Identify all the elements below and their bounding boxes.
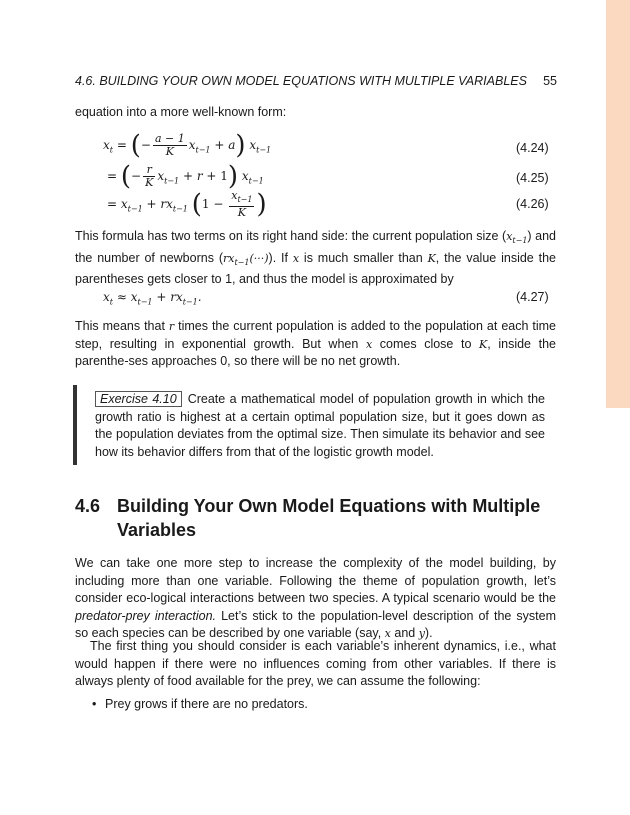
equation-number: (4.25)	[516, 171, 549, 185]
section-title: Building Your Own Model Equations with Multiple Variables	[117, 496, 541, 540]
paragraph-2: This means that r times the current population is added to the population at each time step, resulting in exponential growth. But when x comes close to K, inside the parenthe-ses approaches 0, so there will be no net growth.	[75, 319, 557, 368]
page-number: 55	[543, 74, 557, 88]
equation-4-24: $x_t$ = (− $\frac{a - 1}{K}$ $x_{t-1} + a$) $x_{t-1}$	[103, 130, 272, 161]
equation-4-25: = (− $\frac{r}{K}$ $x_{t-1} + r + 1$) $x_{t-1}$	[107, 161, 264, 192]
side-tab-decoration	[606, 0, 630, 408]
paragraph-3: We can take one more step to increase the complexity of the model building, by including more than one variable. Following the theme of population growth, let’s consider eco-logical interactions between two species. A typical scenario would be the predator-prey interaction. Let’s stick to the population-level description of the system so each species can be described by one variable (say, x and y).	[75, 556, 556, 640]
exercise-text: Create a mathematical model of population growth in which the growth ratio is highest at a certain optimal population size, but it goes down as the population deviates from the optimal size. Then simulate its behavior and see how its behavior differs from that of the logistic growth model.	[95, 392, 545, 459]
equation-number: (4.24)	[516, 141, 549, 155]
intro-text: equation into a more well-known form:	[75, 105, 287, 119]
list-item-text: Prey grows if there are no predators.	[105, 697, 308, 711]
equation-number: (4.26)	[516, 197, 549, 211]
exercise-block	[95, 391, 545, 461]
paragraph-4: The first thing you should consider is each variable’s inherent dynamics, i.e., what would happen if there were no influences coming from other variables. If there is always plenty of food available for the prey, we can assume the following:	[75, 639, 556, 688]
bullet-icon: •	[92, 697, 97, 711]
equation-4-26: = $x_{t-1} + rx_{t-1}$ (1 − $\frac{x_{t-1}}{K}$ )	[107, 189, 267, 220]
running-title: 4.6. BUILDING YOUR OWN MODEL EQUATIONS WITH MULTIPLE VARIABLES	[75, 74, 527, 88]
paragraph-1: This formula has two terms on its right hand side: the current population size $(x_{t-1})$ and the number of newborns $(rx_{t-1}(\cdot\cdot\cdot))$. If x is much smaller than K, the value inside the parentheses gets closer to 1, and thus the model is approximated by	[75, 229, 556, 287]
section-number: 4.6	[75, 496, 101, 516]
running-header	[75, 74, 557, 88]
equation-number: (4.27)	[516, 290, 549, 304]
exercise-label: Exercise 4.10	[95, 391, 182, 407]
exercise-bar	[73, 385, 77, 465]
equation-4-27: $x_t \approx x_{t-1} + rx_{t-1}$.	[103, 290, 202, 307]
